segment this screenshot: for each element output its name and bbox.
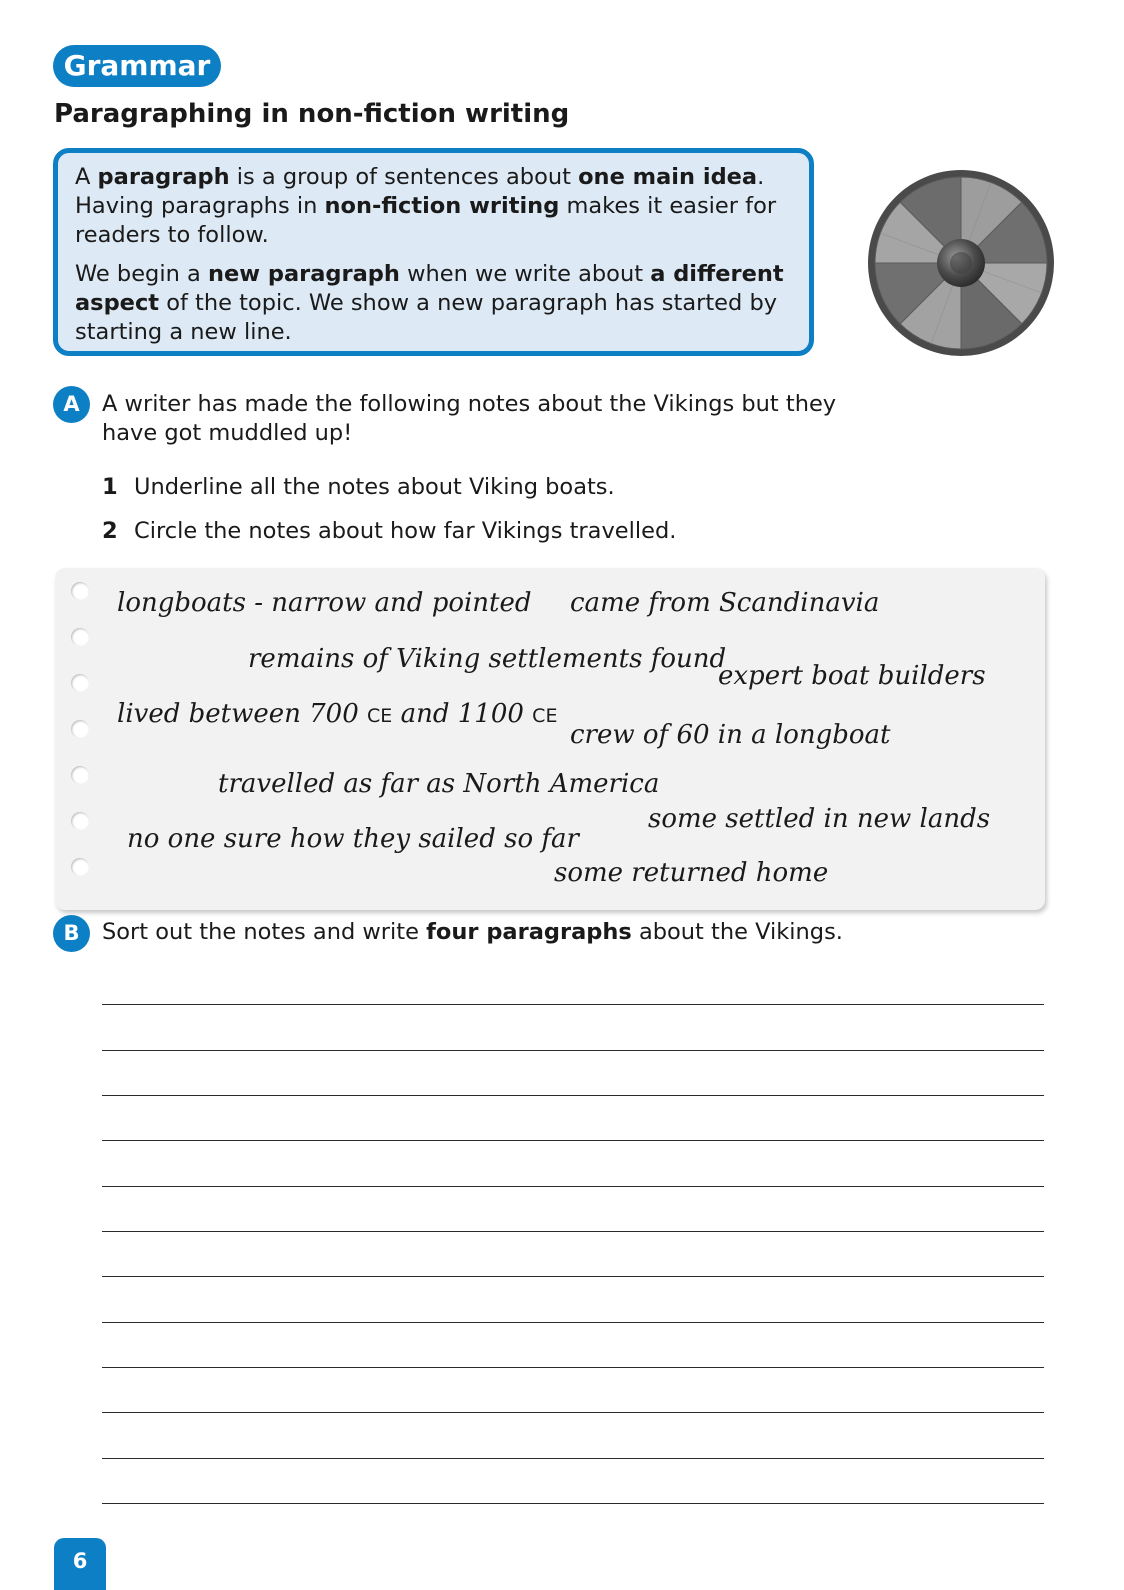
question-b-text: Sort out the notes and write four paragraphs about the Vikings. [102, 919, 843, 945]
note-settlements[interactable]: remains of Viking settlements found [248, 644, 727, 674]
binder-hole [71, 858, 89, 876]
note-scandinavia[interactable]: came from Scandinavia [570, 588, 880, 618]
writing-line[interactable] [102, 1050, 1044, 1051]
definition-line-1: A paragraph is a group of sentences about one main idea. Having paragraphs in non-fiction writing makes it easier for readers to follow. [75, 164, 777, 248]
note-returned-home[interactable]: some returned home [554, 858, 829, 888]
binder-hole [71, 582, 89, 600]
note-dates[interactable]: lived between 700 CE and 1100 CE [117, 699, 558, 729]
section-label-grammar: Grammar [53, 45, 221, 87]
notes-card [55, 568, 1045, 910]
binder-hole [71, 812, 89, 830]
writing-line[interactable] [102, 1503, 1044, 1504]
writing-line[interactable] [102, 1458, 1044, 1459]
writing-line[interactable] [102, 1095, 1044, 1096]
page-title: Paragraphing in non-fiction writing [54, 99, 570, 129]
writing-line[interactable] [102, 1276, 1044, 1277]
note-sailed-far[interactable]: no one sure how they sailed so far [127, 824, 579, 854]
writing-line[interactable] [102, 1367, 1044, 1368]
viking-shield-image [866, 168, 1056, 358]
writing-line[interactable] [102, 1322, 1044, 1323]
writing-line[interactable] [102, 1140, 1044, 1141]
note-longboats[interactable]: longboats - narrow and pointed [117, 588, 532, 618]
writing-line[interactable] [102, 1004, 1044, 1005]
binder-hole [71, 766, 89, 784]
question-b-badge: B [53, 915, 90, 952]
writing-line[interactable] [102, 1412, 1044, 1413]
note-boat-builders[interactable]: expert boat builders [718, 661, 986, 691]
instruction-2: 2 Circle the notes about how far Vikings travelled. [102, 518, 677, 544]
page-number: 6 [54, 1538, 106, 1590]
question-a-badge: A [53, 386, 90, 423]
instruction-1: 1 Underline all the notes about Viking boats. [102, 474, 615, 500]
note-crew[interactable]: crew of 60 in a longboat [570, 720, 891, 750]
binder-hole [71, 674, 89, 692]
binder-hole [71, 720, 89, 738]
note-settled-lands[interactable]: some settled in new lands [648, 804, 991, 834]
definition-line-2: We begin a new paragraph when we write about a different aspect of the topic. We show a new paragraph has started by starting a new line. [75, 261, 784, 345]
writing-line[interactable] [102, 1186, 1044, 1187]
writing-line[interactable] [102, 1231, 1044, 1232]
definition-box [53, 148, 814, 356]
binder-hole [71, 628, 89, 646]
question-a-text: A writer has made the following notes about the Vikings but they have got muddled up! [102, 391, 837, 446]
note-north-america[interactable]: travelled as far as North America [218, 769, 660, 799]
